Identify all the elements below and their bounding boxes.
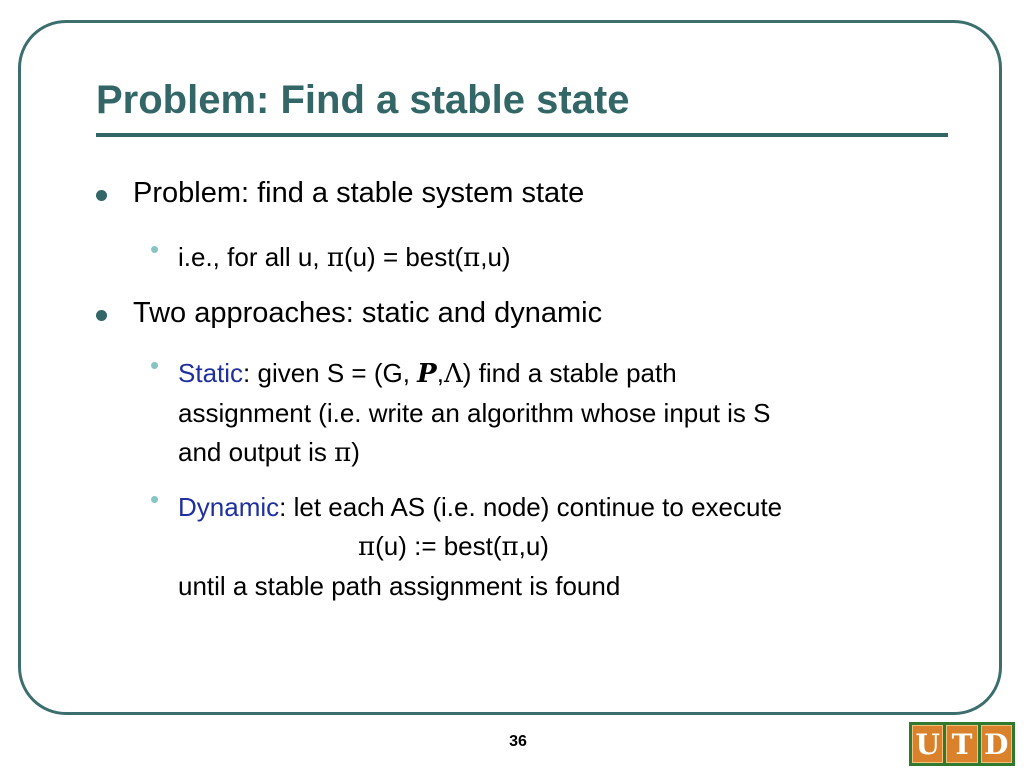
slide-title: Problem: Find a stable state: [96, 78, 630, 122]
sub-bullet-text: i.e., for all u, π(u) = best(π,u): [178, 242, 511, 273]
sub-bullet-dot-icon: •: [150, 484, 160, 514]
bullet-text: Two approaches: static and dynamic: [133, 297, 603, 329]
bullet-text: Problem: find a stable system state: [133, 177, 585, 209]
logo-letter: U: [912, 725, 943, 763]
sub-bullet-dot-icon: •: [150, 234, 160, 264]
sub-bullet-dot-icon: •: [150, 350, 160, 380]
bullet-dot-icon: [96, 190, 107, 201]
dynamic-keyword: Dynamic: [178, 492, 280, 522]
static-keyword: Static: [178, 358, 244, 388]
sub-bullet-text: Static: given S = (G, P,Λ) find a stable path assignment (i.e. write an algorithm whose input is S and output is π): [178, 358, 771, 468]
utd-logo: [909, 722, 1015, 766]
sub-bullet-text: Dynamic: let each AS (i.e. node) continue to execute π(u) := best(π,u) until a stable path assignment is found: [178, 492, 783, 601]
logo-letter: D: [981, 725, 1012, 763]
title-underline: [96, 133, 948, 137]
logo-letter: T: [946, 725, 977, 763]
bullet-dot-icon: [96, 310, 107, 321]
page-number: 36: [509, 733, 527, 750]
